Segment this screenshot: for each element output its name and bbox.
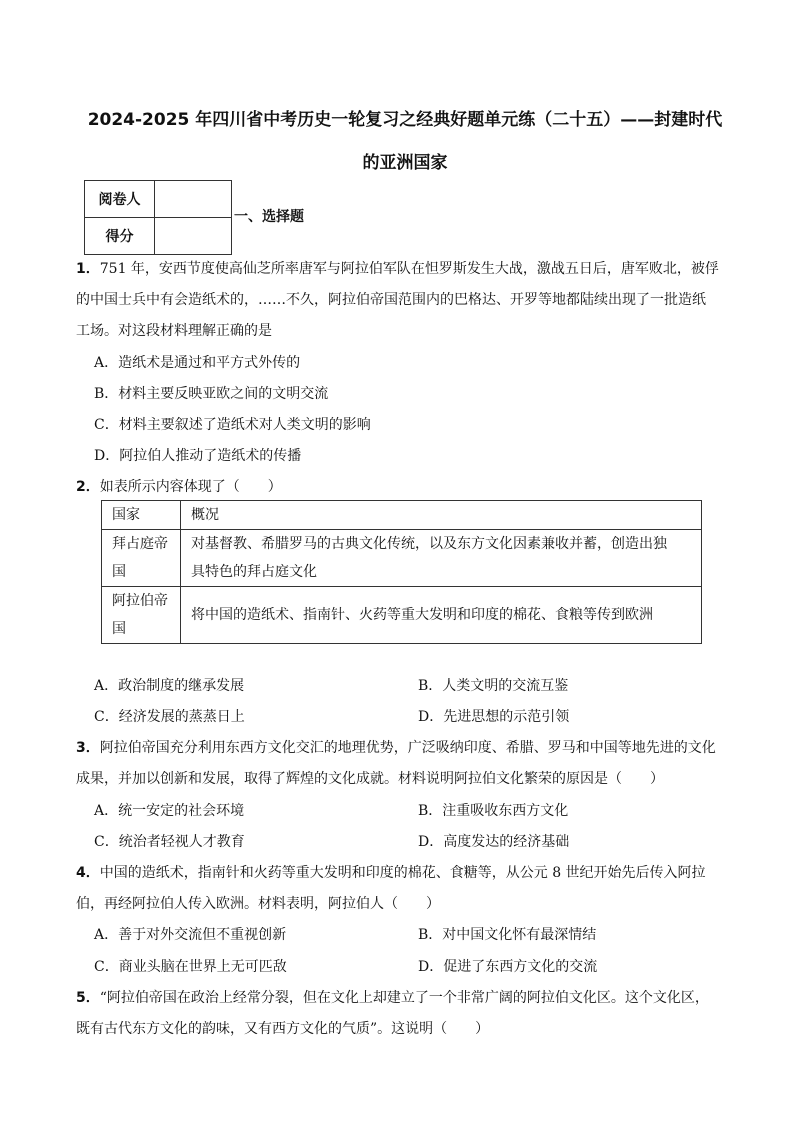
reviewer-label: 阅卷人 — [85, 181, 155, 218]
reviewer-blank — [155, 181, 232, 218]
q5-number: 5． — [76, 990, 100, 1006]
q2-table — [101, 500, 702, 644]
table-header-country: 国家 — [102, 501, 181, 530]
q4-option-c: C．商业头脑在世界上无可匹敌 — [94, 959, 287, 975]
q1-option-b: B．材料主要反映亚欧之间的文明交流 — [94, 386, 329, 402]
document-title-line-1: 2024-2025 年四川省中考历史一轮复习之经典好题单元练（二十五）——封建时代 — [87, 110, 723, 130]
q3-option-d: D．高度发达的经济基础 — [418, 834, 570, 850]
q4-text-1: 中国的造纸术，指南针和火药等重大发明和印度的棉花、食糖等，从公元 8 世纪开始先后传入阿拉 — [99, 865, 706, 881]
overview-text-1: 对基督教、希腊罗马的古典文化传统，以及东方文化因素兼收并蓄，创造出独 — [191, 536, 667, 552]
score-box — [84, 180, 232, 255]
q3-line-2: 成果，并加以创新和发展，取得了辉煌的文化成就。材料说明阿拉伯文化繁荣的原因是（ ） — [76, 771, 664, 787]
overview-text-1: 将中国的造纸术、指南针、火药等重大发明和印度的棉花、食粮等传到欧洲 — [191, 607, 653, 623]
q1-line-2: 的中国士兵中有会造纸术的，……不久，阿拉伯帝国范围内的巴格达、开罗等地都陆续出现了一批造纸 — [76, 292, 706, 308]
q4-option-b: B．对中国文化怀有最深情结 — [418, 927, 597, 943]
country-text-1: 拜占庭帝 — [112, 536, 168, 552]
country-text-2: 国 — [112, 621, 126, 637]
q1-option-c: C．材料主要叙述了造纸术对人类文明的影响 — [94, 417, 371, 433]
country-text-2: 国 — [112, 564, 126, 580]
q2-option-a: A．政治制度的继承发展 — [94, 678, 245, 694]
document-title-line-2: 的亚洲国家 — [362, 153, 448, 173]
section-heading: 一、选择题 — [234, 209, 304, 225]
q3-option-c: C．统治者轻视人才教育 — [94, 834, 245, 850]
q5-line-2: 既有古代东方文化的韵味，又有西方文化的气质”。这说明（ ） — [76, 1021, 490, 1037]
q1-option-d: D．阿拉伯人推动了造纸术的传播 — [94, 448, 302, 464]
q4-option-a: A．善于对外交流但不重视创新 — [94, 927, 287, 943]
q4-line-2: 伯，再经阿拉伯人传入欧洲。材料表明，阿拉伯人（ ） — [76, 896, 440, 912]
q4-line-1 — [76, 862, 706, 882]
q3-line-1 — [76, 737, 716, 757]
q2-option-d: D．先进思想的示范引领 — [418, 709, 570, 725]
score-label: 得分 — [85, 218, 155, 255]
q5-text-1: “阿拉伯帝国在政治上经常分裂，但在文化上却建立了一个非常广阔的阿拉伯文化区。这个文化区， — [99, 990, 709, 1006]
q1-number: 1． — [76, 261, 100, 277]
score-blank — [155, 218, 232, 255]
table-row — [102, 587, 702, 644]
q5-line-1 — [76, 987, 709, 1007]
q2-text: 如表所示内容体现了（ ） — [99, 479, 282, 495]
table-cell-overview — [181, 587, 702, 644]
q4-option-d: D．促进了东西方文化的交流 — [418, 959, 598, 975]
q3-option-b: B．注重吸收东西方文化 — [418, 803, 569, 819]
table-cell-overview — [181, 530, 702, 587]
q4-number: 4． — [76, 865, 100, 881]
table-cell-country — [102, 587, 181, 644]
table-row — [102, 530, 702, 587]
table-header-row — [102, 501, 702, 530]
q1-line-1 — [76, 258, 719, 278]
q1-text-1: 751 年，安西节度使高仙芝所率唐军与阿拉伯军队在怛罗斯发生大战，激战五日后，唐军败北，被俘 — [99, 261, 719, 277]
q2-option-c: C．经济发展的蒸蒸日上 — [94, 709, 245, 725]
q1-line-3: 工场。对这段材料理解正确的是 — [76, 323, 272, 339]
overview-text-2: 具特色的拜占庭文化 — [191, 564, 317, 580]
q1-option-a: A．造纸术是通过和平方式外传的 — [94, 355, 301, 371]
table-header-overview: 概况 — [181, 501, 702, 530]
country-text-1: 阿拉伯帝 — [112, 593, 168, 609]
q3-number: 3． — [76, 740, 100, 756]
q2-option-b: B．人类文明的交流互鉴 — [418, 678, 569, 694]
q2-number: 2． — [76, 479, 100, 495]
q3-text-1: 阿拉伯帝国充分利用东西方文化交汇的地理优势，广泛吸纳印度、希腊、罗马和中国等地先进的文化 — [99, 740, 716, 756]
q2-stem — [76, 476, 282, 496]
q3-option-a: A．统一安定的社会环境 — [94, 803, 245, 819]
table-cell-country — [102, 530, 181, 587]
